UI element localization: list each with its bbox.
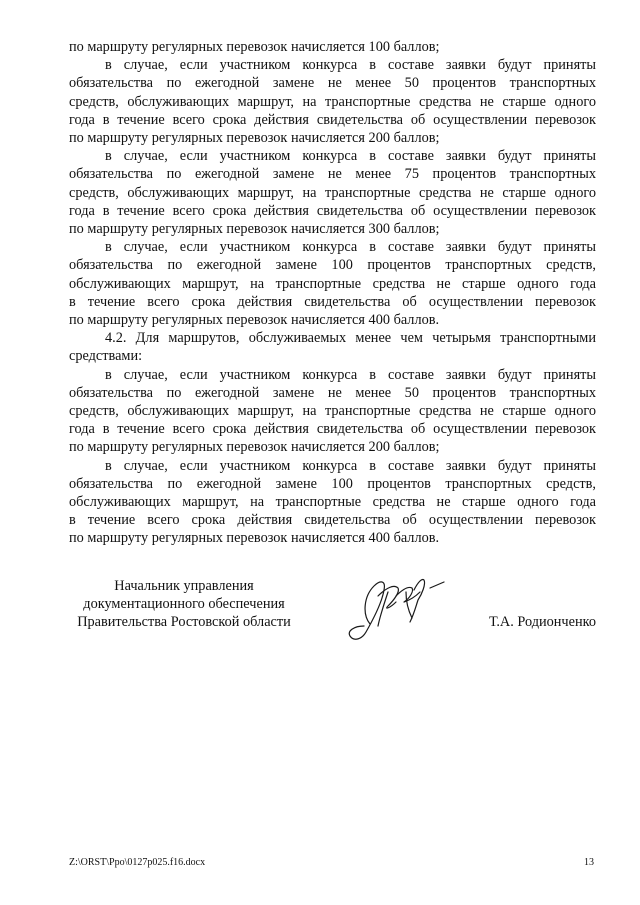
- text-line: обязательства по ежегодной замене 100 процентов транспортных средств,: [69, 257, 596, 274]
- text-line: обслуживающих маршрут, на транспортные средства не старше одного года: [69, 494, 596, 511]
- text-line: средств, обслуживающих маршрут, на транспортные средства не старше одного: [69, 93, 596, 110]
- text-line: в течение всего срока действия свидетельства об осуществлении перевозок: [69, 293, 596, 310]
- text-line: года в течение всего срока действия свидетельства об осуществлении перевозок: [69, 421, 596, 438]
- signatory-title-line: Правительства Ростовской области: [77, 614, 291, 631]
- signatory-name: Т.А. Родионченко: [489, 614, 596, 630]
- text-line: обязательства по ежегодной замене 100 процентов транспортных средств,: [69, 475, 596, 492]
- text-line: года в течение всего срока действия свидетельства об осуществлении перевозок: [69, 111, 596, 128]
- text-line: по маршруту регулярных перевозок начисляется 200 баллов;: [69, 439, 440, 456]
- text-line: по маршруту регулярных перевозок начисляется 300 баллов;: [69, 221, 440, 238]
- signatory-title-line: документационного обеспечения: [83, 596, 285, 613]
- text-line: обязательства по ежегодной замене не менее 50 процентов транспортных: [69, 75, 596, 92]
- page-number: 13: [584, 857, 594, 868]
- text-line: в течение всего срока действия свидетельства об осуществлении перевозок: [69, 512, 596, 529]
- text-line: по маршруту регулярных перевозок начисляется 100 баллов;: [69, 39, 440, 55]
- text-line: средств, обслуживающих маршрут, на транспортные средства не старше одного: [69, 184, 596, 201]
- signatory-title: [69, 577, 299, 632]
- text-line: в случае, если участником конкурса в составе заявки будут приняты: [105, 148, 596, 165]
- text-line: средствами:: [69, 348, 143, 365]
- footer-file-path: Z:\ORST\Ppo\0127p025.f16.docx: [69, 857, 206, 868]
- text-line: в случае, если участником конкурса в составе заявки будут приняты: [105, 457, 596, 474]
- signatory-title-line: Начальник управления: [114, 578, 254, 594]
- text-line: по маршруту регулярных перевозок начисляется 400 баллов.: [69, 312, 440, 329]
- body-text: [69, 38, 596, 548]
- text-line: обязательства по ежегодной замене не менее 75 процентов транспортных: [69, 166, 596, 183]
- text-line: года в течение всего срока действия свидетельства об осуществлении перевозок: [69, 202, 596, 219]
- text-line: по маршруту регулярных перевозок начисляется 200 баллов;: [69, 130, 440, 147]
- handwritten-signature: [340, 566, 450, 646]
- text-line: в случае, если участником конкурса в составе заявки будут приняты: [105, 57, 596, 74]
- text-line: в случае, если участником конкурса в составе заявки будут приняты: [105, 366, 596, 383]
- text-line: по маршруту регулярных перевозок начисляется 400 баллов.: [69, 530, 440, 547]
- section-heading-line: 4.2. Для маршрутов, обслуживаемых менее чем четырьмя транспортными: [105, 330, 596, 347]
- text-line: обслуживающих маршрут, на транспортные средства не старше одного года: [69, 275, 596, 292]
- text-line: обязательства по ежегодной замене не менее 50 процентов транспортных: [69, 384, 596, 401]
- text-line: средств, обслуживающих маршрут, на транспортные средства не старше одного: [69, 403, 596, 420]
- text-line: в случае, если участником конкурса в составе заявки будут приняты: [105, 239, 596, 256]
